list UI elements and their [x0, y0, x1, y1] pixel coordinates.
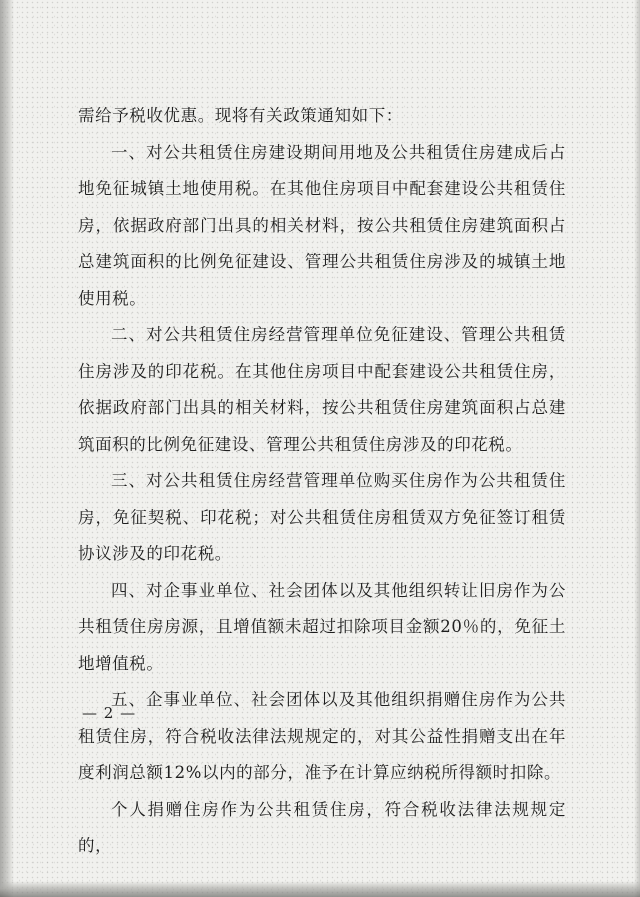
- scan-edge-left: [0, 0, 14, 897]
- paragraph-item-4: 四、对企事业单位、社会团体以及其他组织转让旧房作为公共租赁住房房源，且增值额未超过扣除项目金额20％的，免征土地增值税。: [78, 580, 566, 673]
- paragraph-item-5: 五、企事业单位、社会团体以及其他组织捐赠住房作为公共租赁住房，符合税收法律法规规定的，对其公益性捐赠支出在年度利润总额12%以内的部分，准予在计算应纳税所得额时扣除。: [78, 690, 566, 782]
- paragraph-item-2: 二、对公共租赁住房经营管理单位免征建设、管理公共租赁住房涉及的印花税。在其他住房项目中配套建设公共租赁住房，依据政府部门出具的相关材料，按公共租赁住房建筑面积占总建筑面积的比例免征建设、管理公共租赁住房涉及的印花税。: [78, 325, 566, 454]
- paragraph-item-5-continued: 个人捐赠住房作为公共租赁住房，符合税收法律法规规定的，: [78, 799, 566, 855]
- scan-edge-right: [634, 0, 640, 897]
- document-body: [78, 98, 566, 865]
- paragraph-item-3: 三、对公共租赁住房经营管理单位购买住房作为公共租赁住房，免征契税、印花税；对公共租赁住房租赁双方免征签订租赁协议涉及的印花税。: [78, 471, 566, 563]
- paragraph-item-1: 一、对公共租赁住房建设期间用地及公共租赁住房建成后占地免征城镇土地使用税。在其他住房项目中配套建设公共租赁住房，依据政府部门出具的相关材料，按公共租赁住房建筑面积占总建筑面积的比例免征建设、管理公共租赁住房涉及的城镇土地使用税。: [78, 142, 566, 308]
- page-number: — 2 —: [82, 704, 137, 722]
- scan-edge-bottom: [0, 881, 640, 897]
- paragraph-intro: 需给予税收优惠。现将有关政策通知如下：: [78, 106, 403, 125]
